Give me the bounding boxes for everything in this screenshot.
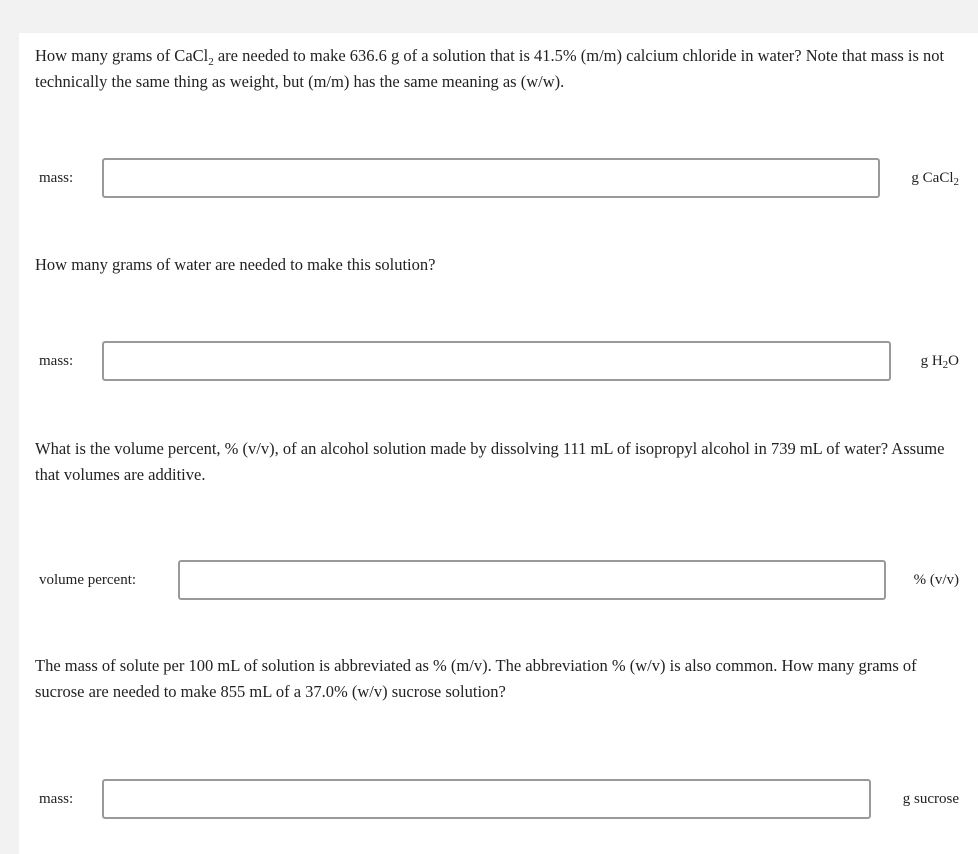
question-2-text: How many grams of water are needed to make this solution? [35,255,436,274]
unit-label: % (v/v) [913,572,959,588]
mass-label: mass: [39,791,74,807]
water-mass-input[interactable] [102,341,891,381]
unit-label: g CaCl$_2$ [911,170,959,188]
volume-percent-input[interactable] [178,560,886,600]
question-4-text: The mass of solute per 100 mL of solution is abbreviated as % (m/v). The abbreviation % (w/v) is also common. How many grams of sucrose are needed to make 855 mL of a 37.0% (w/v) sucrose solution? [35,656,917,701]
cacl2-mass-input[interactable] [102,158,880,198]
question-1-text: How many grams of CaCl$_2$ are needed to make 636.6 g of a solution that is 41.5% (m/m) calcium chloride in water? Note that mass is not technically the same thing as weight, but (m/m) has the same meaning as (w/w). [35,46,945,91]
answer-row-4 [0,779,978,823]
sucrose-mass-input[interactable] [102,779,871,819]
mass-label: mass: [39,353,74,369]
volume-percent-label: volume percent: [39,572,137,588]
unit-label: g $H_2O$ [920,353,959,371]
mass-label: mass: [39,170,74,186]
answer-row-3 [0,560,978,604]
unit-label: g sucrose [902,791,959,807]
question-3-text: What is the volume percent, % (v/v), of an alcohol solution made by dissolving 111 mL of isopropyl alcohol in 739 mL of water? Assume that volumes are additive. [35,439,945,484]
answer-row-1 [0,158,978,202]
answer-row-2 [0,341,978,385]
